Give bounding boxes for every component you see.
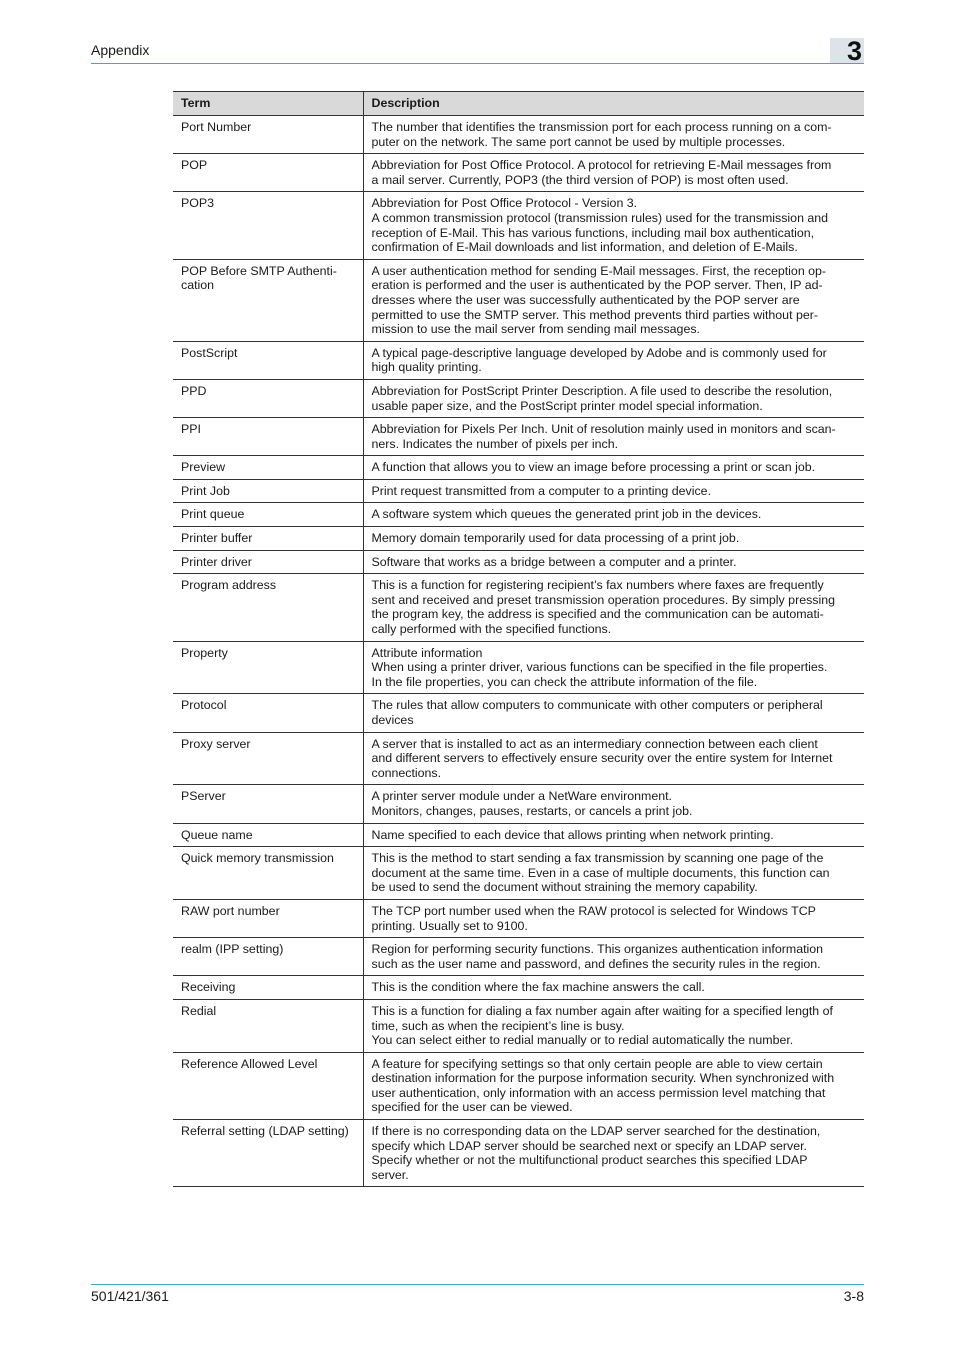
- description-cell: Abbreviation for PostScript Printer Description. A file used to describe the resolution, usable paper size, and the PostScript printer model special information.: [363, 379, 864, 417]
- description-cell: This is the condition where the fax machine answers the call.: [363, 976, 864, 1000]
- table-row: [173, 503, 864, 527]
- table-row: [173, 456, 864, 480]
- description-cell: This is a function for registering recipient’s fax numbers where faxes are frequently sent and received and preset transmission operation procedures. By simply pressing the program key, the address is specified and the communication can be automati- cally performed with the specified functions.: [363, 574, 864, 641]
- table-row: [173, 479, 864, 503]
- description-cell: Attribute information When using a printer driver, various functions can be specified in the file properties. In the file properties, you can check the attribute information of the file.: [363, 641, 864, 694]
- term-cell: Redial: [173, 999, 363, 1052]
- column-header-description: Description: [363, 92, 864, 116]
- term-cell: realm (IPP setting): [173, 938, 363, 976]
- table-row: [173, 418, 864, 456]
- table-row: [173, 785, 864, 823]
- description-cell: This is the method to start sending a fax transmission by scanning one page of the document at the same time. Even in a case of multiple documents, this function can be used to send the document without straining the memory capability.: [363, 847, 864, 900]
- description-cell: The TCP port number used when the RAW protocol is selected for Windows TCP printing. Usually set to 9100.: [363, 899, 864, 937]
- table-row: [173, 976, 864, 1000]
- description-cell: A typical page-descriptive language developed by Adobe and is commonly used for high quality printing.: [363, 341, 864, 379]
- term-cell: Receiving: [173, 976, 363, 1000]
- description-cell: If there is no corresponding data on the LDAP server searched for the destination, specify which LDAP server should be searched next or specify an LDAP server. Specify whether or not the multifunctional product searches this specified LDAP server.: [363, 1120, 864, 1187]
- header-divider: [91, 63, 864, 64]
- description-cell: A feature for specifying settings so that only certain people are able to view certain destination information for the purpose information security. When synchronized with user authentication, only information with an access permission level matching that specified for the user can be viewed.: [363, 1052, 864, 1119]
- term-cell: Reference Allowed Level: [173, 1052, 363, 1119]
- term-cell: Print Job: [173, 479, 363, 503]
- term-cell: POP3: [173, 192, 363, 259]
- header-title: Appendix: [91, 42, 150, 58]
- term-cell: PPI: [173, 418, 363, 456]
- description-cell: This is a function for dialing a fax number again after waiting for a specified length of time, such as when the recipient’s line is busy. You can select either to redial manually or to redial automatically the number.: [363, 999, 864, 1052]
- term-cell: Preview: [173, 456, 363, 480]
- table-row: [173, 116, 864, 154]
- table-row: [173, 847, 864, 900]
- table-row: [173, 641, 864, 694]
- term-cell: Port Number: [173, 116, 363, 154]
- term-cell: POP Before SMTP Authenti- cation: [173, 259, 363, 341]
- description-cell: A user authentication method for sending E-Mail messages. First, the reception op- eration is performed and the user is authenticated by the POP server. Then, IP ad- dresses where the user was successfully authenticated by the POP server are permitted to use the SMTP server. This method prevents third parties without per- mission to use the mail server from sending mail messages.: [363, 259, 864, 341]
- description-cell: Abbreviation for Post Office Protocol. A protocol for retrieving E-Mail messages from a mail server. Currently, POP3 (the third version of POP) is most often used.: [363, 154, 864, 192]
- term-cell: PPD: [173, 379, 363, 417]
- footer-divider: [91, 1284, 864, 1285]
- table-row: [173, 379, 864, 417]
- table-row: [173, 154, 864, 192]
- column-header-term: Term: [173, 92, 363, 116]
- table-row: [173, 1052, 864, 1119]
- table-header-row: [173, 92, 864, 116]
- table-row: [173, 938, 864, 976]
- term-cell: Property: [173, 641, 363, 694]
- term-cell: RAW port number: [173, 899, 363, 937]
- description-cell: The number that identifies the transmission port for each process running on a com- puter on the network. The same port cannot be used by multiple processes.: [363, 116, 864, 154]
- table-row: [173, 823, 864, 847]
- glossary-table: [173, 91, 864, 1187]
- term-cell: POP: [173, 154, 363, 192]
- description-cell: Region for performing security functions. This organizes authentication information such as the user name and password, and defines the security rules in the region.: [363, 938, 864, 976]
- term-cell: Queue name: [173, 823, 363, 847]
- term-cell: PostScript: [173, 341, 363, 379]
- footer-model: 501/421/361: [91, 1288, 169, 1304]
- description-cell: The rules that allow computers to communicate with other computers or peripheral devices: [363, 694, 864, 732]
- term-cell: Printer driver: [173, 550, 363, 574]
- table-row: [173, 899, 864, 937]
- table-row: [173, 550, 864, 574]
- chapter-number: 3: [847, 36, 863, 66]
- table-row: [173, 1120, 864, 1187]
- description-cell: Memory domain temporarily used for data processing of a print job.: [363, 527, 864, 551]
- term-cell: Print queue: [173, 503, 363, 527]
- description-cell: Abbreviation for Pixels Per Inch. Unit of resolution mainly used in monitors and scan- ners. Indicates the number of pixels per inch.: [363, 418, 864, 456]
- term-cell: Program address: [173, 574, 363, 641]
- description-cell: Abbreviation for Post Office Protocol - Version 3. A common transmission protocol (transmission rules) used for the transmission and reception of E-Mail. This has various functions, including mail box authentication, confirmation of E-Mail downloads and list information, and deletion of E-Mails.: [363, 192, 864, 259]
- table-row: [173, 999, 864, 1052]
- table-row: [173, 527, 864, 551]
- table-row: [173, 694, 864, 732]
- description-cell: Software that works as a bridge between a computer and a printer.: [363, 550, 864, 574]
- table-row: [173, 192, 864, 259]
- table-row: [173, 574, 864, 641]
- description-cell: A software system which queues the generated print job in the devices.: [363, 503, 864, 527]
- term-cell: Proxy server: [173, 732, 363, 785]
- description-cell: A function that allows you to view an image before processing a print or scan job.: [363, 456, 864, 480]
- term-cell: Printer buffer: [173, 527, 363, 551]
- description-cell: Name specified to each device that allows printing when network printing.: [363, 823, 864, 847]
- term-cell: Referral setting (LDAP setting): [173, 1120, 363, 1187]
- term-cell: PServer: [173, 785, 363, 823]
- footer-page-number: 3-8: [843, 1288, 864, 1304]
- table-row: [173, 259, 864, 341]
- description-cell: Print request transmitted from a computer to a printing device.: [363, 479, 864, 503]
- table-row: [173, 732, 864, 785]
- description-cell: A printer server module under a NetWare environment. Monitors, changes, pauses, restarts, or cancels a print job.: [363, 785, 864, 823]
- table-row: [173, 341, 864, 379]
- term-cell: Quick memory transmission: [173, 847, 363, 900]
- description-cell: A server that is installed to act as an intermediary connection between each client and different servers to effectively ensure security over the entire system for Internet connections.: [363, 732, 864, 785]
- term-cell: Protocol: [173, 694, 363, 732]
